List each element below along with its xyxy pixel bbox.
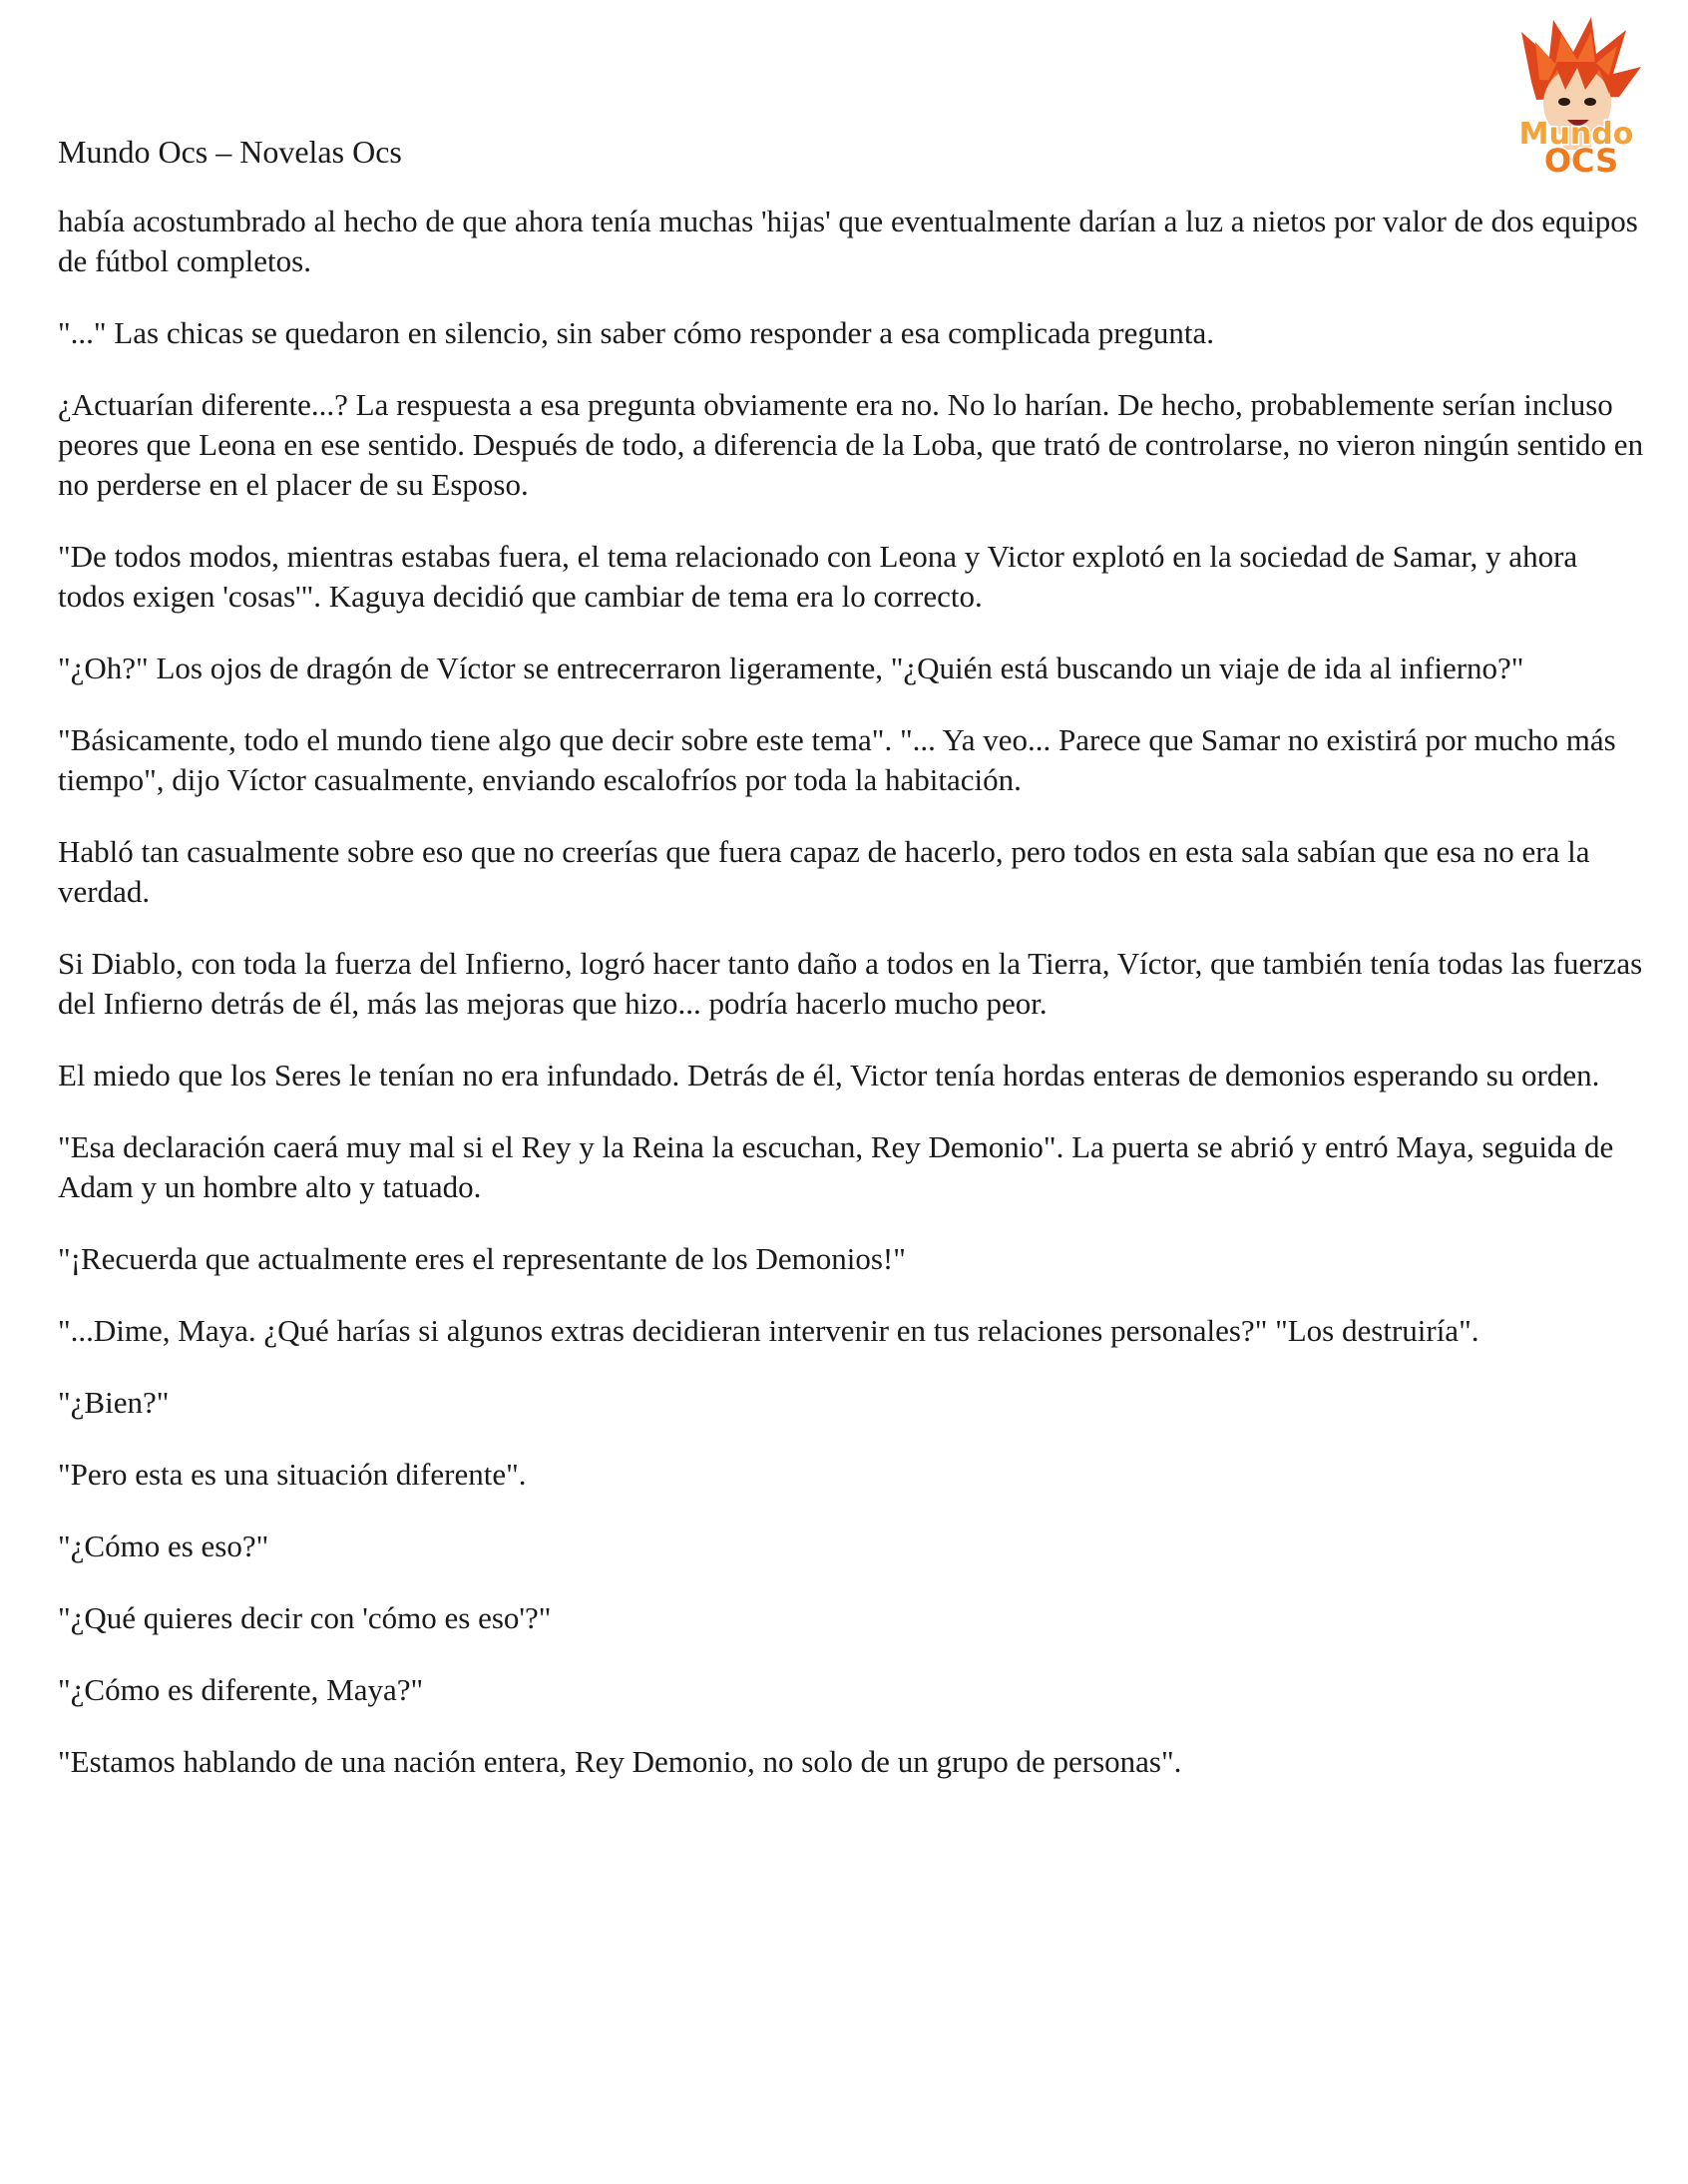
document-body bbox=[58, 202, 1644, 1814]
paragraph: "¡Recuerda que actualmente eres el representante de los Demonios!" bbox=[58, 1241, 906, 1276]
paragraph: "...Dime, Maya. ¿Qué harías si algunos extras decidieran intervenir en tus relaciones personales?" "Los destruiría". bbox=[58, 1313, 1479, 1348]
paragraph: "¿Cómo es eso?" bbox=[58, 1529, 269, 1563]
paragraph: "Pero esta es una situación diferente". bbox=[58, 1457, 527, 1492]
logo-text-top: Mundo bbox=[1518, 117, 1634, 152]
paragraph: "De todos modos, mientras estabas fuera, el tema relacionado con Leona y Victor explotó en la sociedad de Samar, y ahora todos exigen 'cosas'". Kaguya decidió que cambiar de tema era lo correcto. bbox=[58, 539, 1578, 614]
paragraph: "¿Bien?" bbox=[58, 1385, 170, 1420]
mundo-ocs-logo-icon bbox=[1491, 12, 1661, 182]
paragraph: Si Diablo, con toda la fuerza del Infierno, logró hacer tanto daño a todos en la Tierra, Víctor, que también tenía todas las fuerzas del Infierno detrás de él, más las mejoras que hizo... podría hacerlo mucho peor. bbox=[58, 946, 1643, 1021]
paragraph: "Esa declaración caerá muy mal si el Rey y la Reina la escuchan, Rey Demonio". La puerta se abrió y entró Maya, seguida de Adam y un hombre alto y tatuado. bbox=[58, 1129, 1614, 1204]
paragraph: había acostumbrado al hecho de que ahora tenía muchas 'hijas' que eventualmente darían a luz a nietos por valor de dos equipos de fútbol completos. bbox=[58, 204, 1638, 278]
paragraph: Habló tan casualmente sobre eso que no creerías que fuera capaz de hacerlo, pero todos en esta sala sabían que esa no era la verdad. bbox=[58, 834, 1590, 909]
paragraph: "Básicamente, todo el mundo tiene algo que decir sobre este tema". "... Ya veo... Parece que Samar no existirá por mucho más tiempo", dijo Víctor casualmente, enviando escalofríos por toda la habitación. bbox=[58, 722, 1616, 797]
page-header: Mundo Ocs – Novelas Ocs bbox=[58, 134, 402, 170]
paragraph: El miedo que los Seres le tenían no era infundado. Detrás de él, Victor tenía hordas enteras de demonios esperando su orden. bbox=[58, 1058, 1600, 1092]
paragraph: "¿Cómo es diferente, Maya?" bbox=[58, 1672, 424, 1707]
paragraph: "¿Qué quieres decir con 'cómo es eso'?" bbox=[58, 1600, 552, 1635]
logo-text-bottom: OCS bbox=[1543, 142, 1619, 180]
paragraph: "¿Oh?" Los ojos de dragón de Víctor se entrecerraron ligeramente, "¿Quién está buscando un viaje de ida al infierno?" bbox=[58, 651, 1524, 685]
paragraph: "..." Las chicas se quedaron en silencio, sin saber cómo responder a esa complicada pregunta. bbox=[58, 315, 1214, 350]
paragraph: "Estamos hablando de una nación entera, Rey Demonio, no solo de un grupo de personas". bbox=[58, 1744, 1182, 1779]
paragraph: ¿Actuarían diferente...? La respuesta a esa pregunta obviamente era no. No lo harían. De hecho, probablemente serían incluso peores que Leona en ese sentido. Después de todo, a diferencia de la Loba, que trató de controlarse, no vieron ningún sentido en no perderse en el placer de su Esposo. bbox=[58, 387, 1644, 502]
